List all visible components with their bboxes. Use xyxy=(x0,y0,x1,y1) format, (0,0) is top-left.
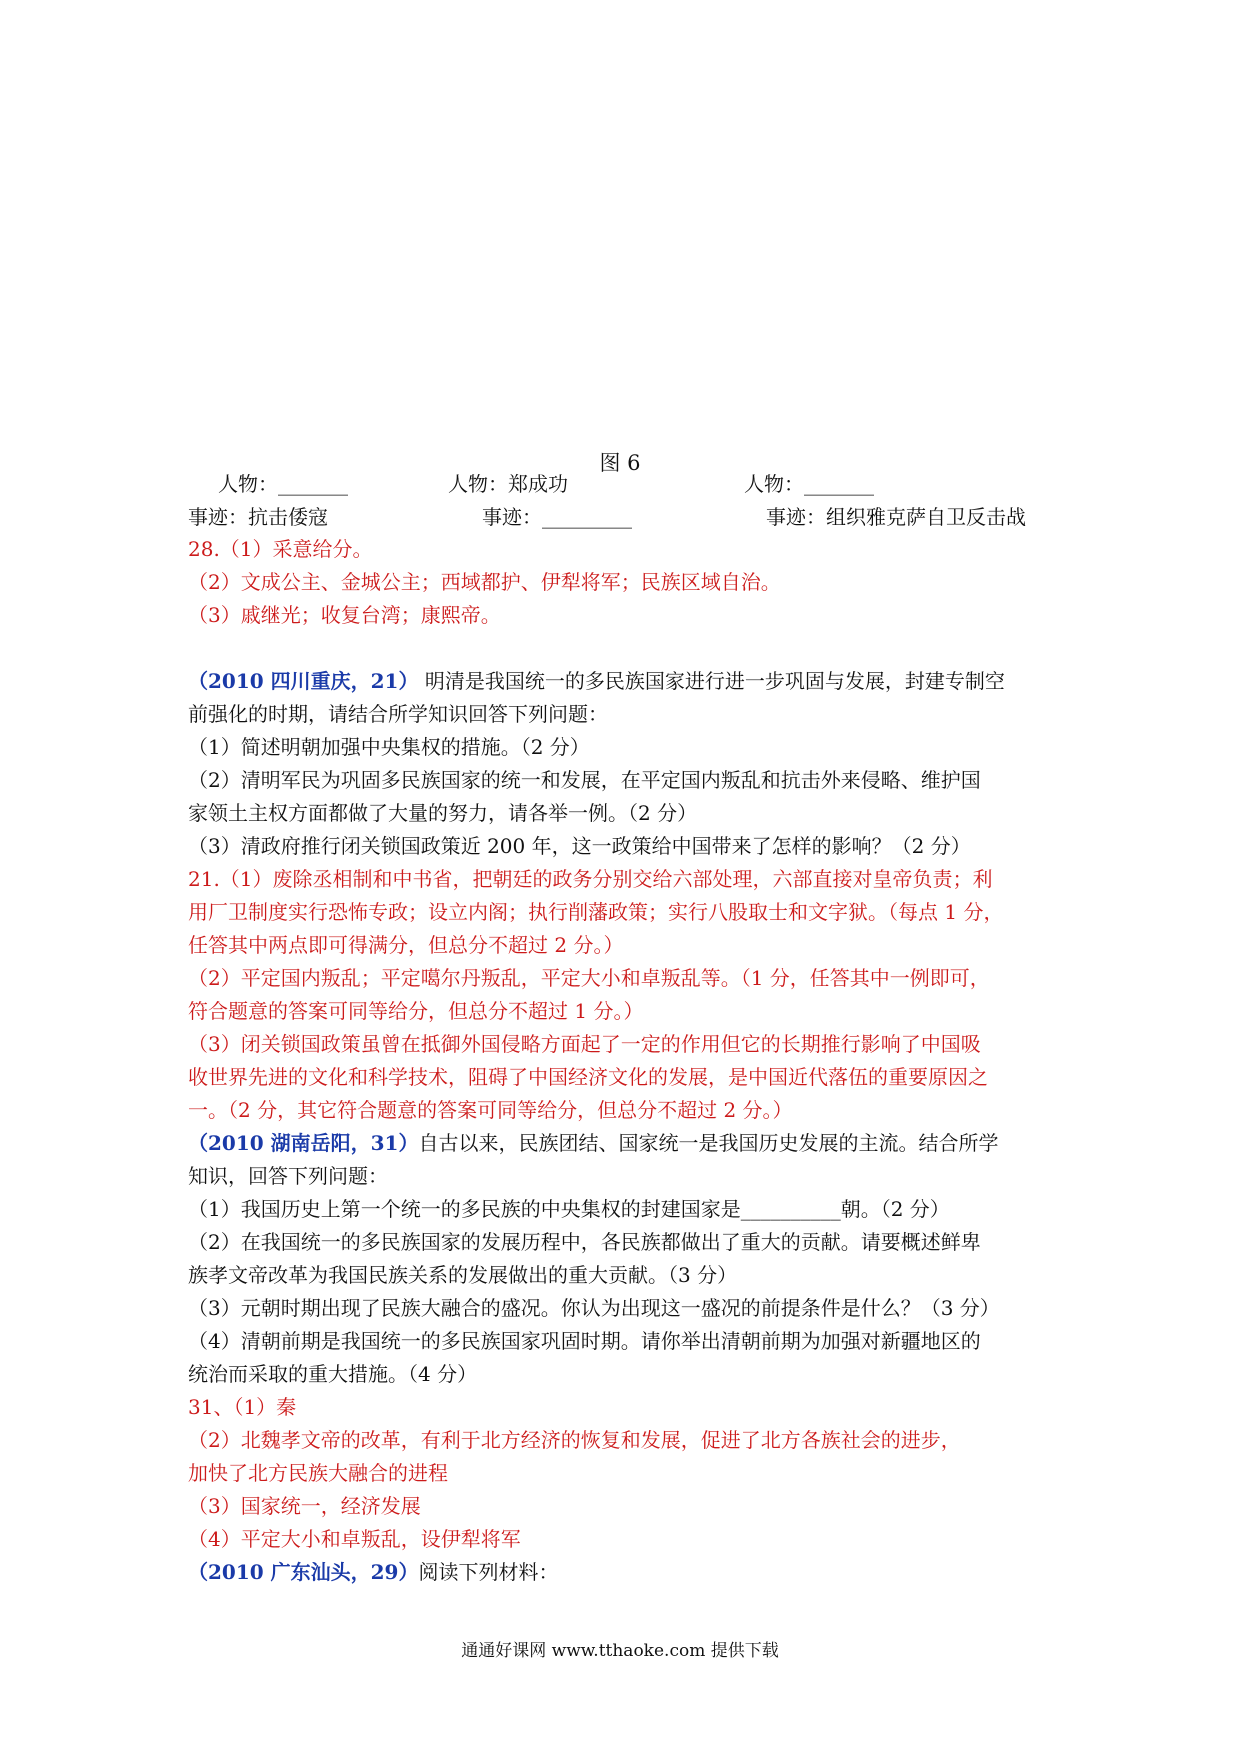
line-text: 前强化的时期，请结合所学知识回答下列问题： xyxy=(188,702,608,726)
line-text: 明清是我国统一的多民族国家进行进一步巩固与发展，封建专制空 xyxy=(418,669,1005,693)
line-text: （3）元朝时期出现了民族大融合的盛况。你认为出现这一盛况的前提条件是什么？（3 分） xyxy=(188,1296,1000,1320)
line-text: 任答其中两点即可得满分，但总分不超过 2 分。） xyxy=(188,933,624,957)
line-text: 自古以来，民族团结、国家统一是我国历史发展的主流。结合所学 xyxy=(418,1131,999,1155)
deed-blank-2: 事迹：_________ xyxy=(482,505,632,529)
line-text: （3）清政府推行闭关锁国政策近 200 年，这一政策给中国带来了怎样的影响？（2 分） xyxy=(188,834,971,858)
answer-line xyxy=(188,931,623,959)
line-text: 知识，回答下列问题： xyxy=(188,1164,388,1188)
question-line xyxy=(188,832,971,860)
answer-line xyxy=(188,898,1003,926)
person-blank-1: 人物：_______ xyxy=(218,472,348,496)
question-line xyxy=(188,700,608,728)
answer-line xyxy=(188,535,373,563)
question-line xyxy=(188,1195,950,1223)
person-blank-3: 人物：_______ xyxy=(744,472,874,496)
answer-line xyxy=(188,568,781,596)
question-line xyxy=(188,766,981,794)
line-text: 统治而采取的重大措施。（4 分） xyxy=(188,1362,478,1386)
answer-line xyxy=(188,997,643,1025)
line-text: 28.（1）采意给分。 xyxy=(188,537,373,561)
question-line xyxy=(188,1558,558,1586)
question-source: （2010 广东汕头，29） xyxy=(188,1560,419,1584)
answer-line xyxy=(188,1459,448,1487)
answer-line xyxy=(188,1063,988,1091)
question-line xyxy=(188,1360,477,1388)
answer-line xyxy=(188,964,990,992)
answer-line xyxy=(188,1525,521,1553)
question-line xyxy=(188,733,590,761)
question-line xyxy=(188,1129,998,1157)
answer-line xyxy=(188,1492,421,1520)
question-source: （2010 湖南岳阳，31） xyxy=(188,1131,419,1155)
line-text: （3）国家统一，经济发展 xyxy=(188,1494,421,1518)
line-text: （3）戚继光；收复台湾；康熙帝。 xyxy=(188,603,501,627)
page-footer: 通通好课网 www.tthaoke.com 提供下载 xyxy=(461,1641,779,1661)
line-text: （2）清明军民为巩固多民族国家的统一和发展，在平定国内叛乱和抗击外来侵略、维护国 xyxy=(188,768,981,792)
answer-line xyxy=(188,1426,961,1454)
line-text: 族孝文帝改革为我国民族关系的发展做出的重大贡献。（3 分） xyxy=(188,1263,738,1287)
line-text: 符合题意的答案可同等给分，但总分不超过 1 分。） xyxy=(188,999,644,1023)
question-line xyxy=(188,1294,1000,1322)
answer-line xyxy=(188,865,993,893)
line-text: 用厂卫制度实行恐怖专政；设立内阁；执行削藩政策；实行八股取士和文字狱。（每点 1 分， xyxy=(188,900,1004,924)
question-line xyxy=(188,1327,981,1355)
answer-line xyxy=(188,601,501,629)
line-text: 家领土主权方面都做了大量的努力，请各举一例。（2 分） xyxy=(188,801,698,825)
line-text: （1）简述明朝加强中央集权的措施。（2 分） xyxy=(188,735,590,759)
question-line xyxy=(188,1162,388,1190)
question-line xyxy=(188,799,697,827)
question-source: （2010 四川重庆，21） xyxy=(188,669,419,693)
line-text: （3）闭关锁国政策虽曾在抵御外国侵略方面起了一定的作用但它的长期推行影响了中国吸 xyxy=(188,1032,981,1056)
line-text: （4）清朝前期是我国统一的多民族国家巩固时期。请你举出清朝前期为加强对新疆地区的 xyxy=(188,1329,981,1353)
line-text: （2）平定国内叛乱；平定噶尔丹叛乱，平定大小和卓叛乱等。（1 分，任答其中一例即可， xyxy=(188,966,990,990)
answer-line xyxy=(188,1393,296,1421)
line-text: （2）在我国统一的多民族国家的发展历程中，各民族都做出了重大的贡献。请要概述鲜卑 xyxy=(188,1230,981,1254)
line-text: 21.（1）废除丞相制和中书省，把朝廷的政务分别交给六部处理，六部直接对皇帝负责；利 xyxy=(188,867,993,891)
deed-3: 事迹：组织雅克萨自卫反击战 xyxy=(766,505,1026,529)
line-text: （1）我国历史上第一个统一的多民族的中央集权的封建国家是__________朝。（2 分） xyxy=(188,1197,950,1221)
line-text: 加快了北方民族大融合的进程 xyxy=(188,1461,448,1485)
line-text: （2）北魏孝文帝的改革，有利于北方经济的恢复和发展，促进了北方各族社会的进步， xyxy=(188,1428,961,1452)
question-line xyxy=(188,1261,737,1289)
line-text: （2）文成公主、金城公主；西域都护、伊犁将军；民族区域自治。 xyxy=(188,570,781,594)
line-text: 31、（1）秦 xyxy=(188,1395,297,1419)
deed-1: 事迹：抗击倭寇 xyxy=(188,505,328,529)
figure-caption: 图 6 xyxy=(599,451,641,475)
question-line xyxy=(188,1228,981,1256)
answer-line xyxy=(188,1096,793,1124)
answer-line xyxy=(188,1030,981,1058)
line-text: 收世界先进的文化和科学技术，阻碍了中国经济文化的发展，是中国近代落伍的重要原因之 xyxy=(188,1065,988,1089)
line-text: （4）平定大小和卓叛乱，设伊犁将军 xyxy=(188,1527,521,1551)
question-line xyxy=(188,667,1005,695)
line-text: 阅读下列材料： xyxy=(418,1560,559,1584)
person-zheng-chenggong: 人物：郑成功 xyxy=(448,472,568,496)
line-text: 一。（2 分，其它符合题意的答案可同等给分，但总分不超过 2 分。） xyxy=(188,1098,793,1122)
